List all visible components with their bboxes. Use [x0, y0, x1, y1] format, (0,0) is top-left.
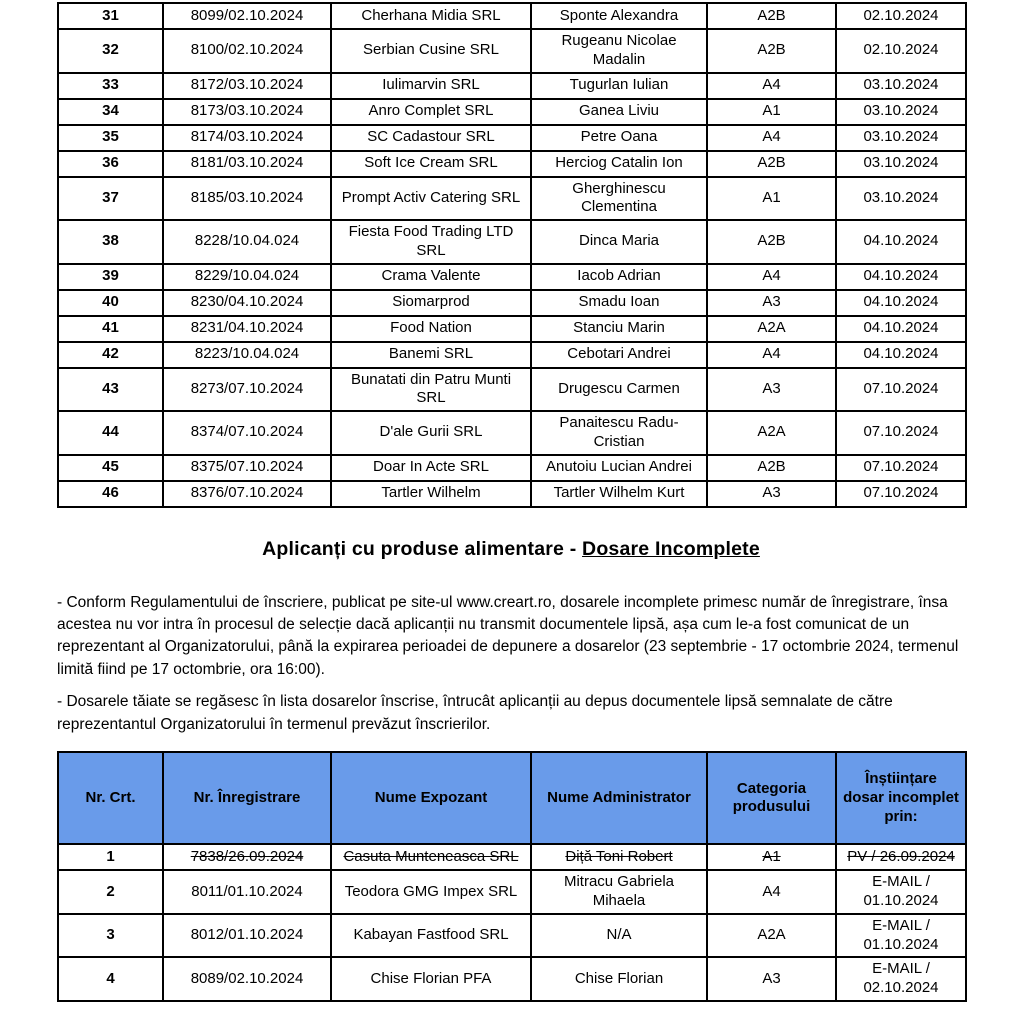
note-paragraph-1: - Conform Regulamentului de înscriere, publicat pe site-ul www.creart.ro, dosarele incomplete primesc număr de înregistrare, însa acestea nu vor intra în procesul de selecție dacă aplicanții nu transmit documentele lipsă, așa cum le-a fost comunicat de un reprezentant al Organizatorului, până la expirarea perioadei de depunere a dosarelor (23 septembrie - 17 octombrie 2024, termenul limită fiind pe 17 octombrie, ora 16:00). [57, 593, 959, 678]
table-cell-nr: 36 [58, 151, 163, 177]
table-row [58, 73, 966, 99]
table-cell-notice: E-MAIL / 01.10.2024 [836, 870, 966, 914]
table-cell-reg: 8174/03.10.2024 [163, 125, 331, 151]
table-cell-reg: 8185/03.10.2024 [163, 177, 331, 221]
section-heading-prefix: Aplicanți cu produse alimentare - [262, 537, 583, 560]
table-cell-admin: Cebotari Andrei [531, 342, 707, 368]
table-cell-reg: 8231/04.10.2024 [163, 316, 331, 342]
table-cell-expozant: Iulimarvin SRL [331, 73, 531, 99]
table-cell-cat: A2B [707, 455, 836, 481]
table-cell-expozant: Soft Ice Cream SRL [331, 151, 531, 177]
table-cell-reg: 8228/10.04.024 [163, 220, 331, 264]
table-cell-cat: A4 [707, 870, 836, 914]
table-cell-nr: 46 [58, 481, 163, 507]
table-cell-data: 03.10.2024 [836, 125, 966, 151]
table-cell-reg: 8099/02.10.2024 [163, 3, 331, 29]
table-cell-admin: Iacob Adrian [531, 264, 707, 290]
table-cell-cat: A4 [707, 125, 836, 151]
table-row [58, 914, 966, 958]
table-cell-admin: Tartler Wilhelm Kurt [531, 481, 707, 507]
notes [57, 592, 965, 737]
table-cell-nr: 2 [58, 870, 163, 914]
table-cell-notice: PV / 26.09.2024 [836, 844, 966, 870]
table-cell-reg: 8230/04.10.2024 [163, 290, 331, 316]
table-cell-admin: Petre Oana [531, 125, 707, 151]
table-cell-expozant: Serbian Cusine SRL [331, 29, 531, 73]
table-cell-expozant: Teodora GMG Impex SRL [331, 870, 531, 914]
table-cell-reg: 7838/26.09.2024 [163, 844, 331, 870]
table-cell-reg: 8012/01.10.2024 [163, 914, 331, 958]
table-cell-admin: Mitracu Gabriela Mihaela [531, 870, 707, 914]
table-cell-reg: 8181/03.10.2024 [163, 151, 331, 177]
table-cell-nr: 39 [58, 264, 163, 290]
table-cell-data: 03.10.2024 [836, 177, 966, 221]
table-cell-data: 03.10.2024 [836, 99, 966, 125]
table-row [58, 29, 966, 73]
document-content [57, 2, 965, 1002]
table-cell-reg: 8011/01.10.2024 [163, 870, 331, 914]
incomplete-table-header [58, 752, 966, 844]
table-cell-data: 04.10.2024 [836, 220, 966, 264]
table-cell-expozant: Crama Valente [331, 264, 531, 290]
table-cell-cat: A4 [707, 73, 836, 99]
header-nr-crt: Nr. Crt. [58, 752, 163, 844]
header-row [58, 752, 966, 844]
table-cell-reg: 8172/03.10.2024 [163, 73, 331, 99]
table-cell-reg: 8173/03.10.2024 [163, 99, 331, 125]
table-cell-cat: A4 [707, 264, 836, 290]
table-cell-nr: 40 [58, 290, 163, 316]
table-cell-admin: Ganea Liviu [531, 99, 707, 125]
table-cell-reg: 8375/07.10.2024 [163, 455, 331, 481]
table-cell-cat: A2A [707, 316, 836, 342]
table-cell-expozant: Siomarprod [331, 290, 531, 316]
table-cell-nr: 31 [58, 3, 163, 29]
table-cell-data: 04.10.2024 [836, 342, 966, 368]
table-cell-data: 07.10.2024 [836, 368, 966, 412]
table-cell-data: 04.10.2024 [836, 264, 966, 290]
table-cell-reg: 8376/07.10.2024 [163, 481, 331, 507]
table-cell-cat: A1 [707, 844, 836, 870]
table-cell-nr: 1 [58, 844, 163, 870]
table-row [58, 481, 966, 507]
incomplete-table-body [58, 844, 966, 1001]
table-cell-notice: E-MAIL / 01.10.2024 [836, 914, 966, 958]
table-row [58, 844, 966, 870]
table-cell-admin: Anutoiu Lucian Andrei [531, 455, 707, 481]
table-cell-cat: A3 [707, 368, 836, 412]
registered-applicants-body [58, 3, 966, 507]
table-cell-admin: Rugeanu Nicolae Madalin [531, 29, 707, 73]
table-cell-admin: N/A [531, 914, 707, 958]
table-cell-cat: A2A [707, 411, 836, 455]
table-cell-data: 07.10.2024 [836, 411, 966, 455]
table-cell-admin: Panaitescu Radu-Cristian [531, 411, 707, 455]
table-cell-admin: Tugurlan Iulian [531, 73, 707, 99]
section-heading [57, 538, 965, 561]
table-cell-data: 04.10.2024 [836, 316, 966, 342]
table-cell-nr: 34 [58, 99, 163, 125]
table-cell-admin: Sponte Alexandra [531, 3, 707, 29]
registered-applicants-table [57, 2, 967, 508]
table-cell-expozant: D'ale Gurii SRL [331, 411, 531, 455]
table-cell-admin: Smadu Ioan [531, 290, 707, 316]
table-cell-data: 07.10.2024 [836, 455, 966, 481]
table-cell-expozant: Tartler Wilhelm [331, 481, 531, 507]
table-row [58, 368, 966, 412]
incomplete-table-wrap [57, 751, 965, 1002]
table-cell-nr: 43 [58, 368, 163, 412]
table-cell-admin: Drugescu Carmen [531, 368, 707, 412]
table-row [58, 870, 966, 914]
table-cell-expozant: Chise Florian PFA [331, 957, 531, 1001]
table-cell-expozant: Prompt Activ Catering SRL [331, 177, 531, 221]
table-cell-cat: A3 [707, 290, 836, 316]
table-cell-nr: 42 [58, 342, 163, 368]
table-cell-nr: 4 [58, 957, 163, 1001]
table-cell-cat: A2B [707, 220, 836, 264]
table-cell-admin: Herciog Catalin Ion [531, 151, 707, 177]
table-row [58, 411, 966, 455]
table-cell-data: 03.10.2024 [836, 151, 966, 177]
table-cell-cat: A2A [707, 914, 836, 958]
table-cell-notice: E-MAIL / 02.10.2024 [836, 957, 966, 1001]
incomplete-dossiers-table [57, 751, 967, 1002]
table-cell-expozant: Bunatati din Patru Munti SRL [331, 368, 531, 412]
table-cell-nr: 44 [58, 411, 163, 455]
table-cell-cat: A2B [707, 3, 836, 29]
table-row [58, 99, 966, 125]
header-categoria-produsului: Categoria produsului [707, 752, 836, 844]
table-cell-nr: 33 [58, 73, 163, 99]
table-cell-cat: A3 [707, 481, 836, 507]
table-cell-expozant: Casuta Munteneasca SRL [331, 844, 531, 870]
note-paragraph-2: - Dosarele tăiate se regăsesc în lista dosarelor înscrise, întrucât aplicanții au depus documentele lipsă semnalate de către reprezentantul Organizatorului în termenul prevăzut înscrierilor. [57, 693, 893, 733]
section-heading-underlined: Dosare Incomplete [582, 537, 760, 560]
table-cell-cat: A2B [707, 151, 836, 177]
table-cell-nr: 45 [58, 455, 163, 481]
table-cell-expozant: Banemi SRL [331, 342, 531, 368]
header-nr-inregistrare: Nr. Înregistrare [163, 752, 331, 844]
header-nume-administrator: Nume Administrator [531, 752, 707, 844]
table-cell-reg: 8089/02.10.2024 [163, 957, 331, 1001]
table-cell-expozant: Fiesta Food Trading LTD SRL [331, 220, 531, 264]
table-row [58, 316, 966, 342]
header-instiintare: Înștiințare dosar incomplet prin: [836, 752, 966, 844]
table-cell-data: 02.10.2024 [836, 3, 966, 29]
table-cell-reg: 8273/07.10.2024 [163, 368, 331, 412]
table-cell-admin: Gherghinescu Clementina [531, 177, 707, 221]
table-cell-nr: 37 [58, 177, 163, 221]
table-cell-reg: 8374/07.10.2024 [163, 411, 331, 455]
table-row [58, 220, 966, 264]
table-cell-admin: Stanciu Marin [531, 316, 707, 342]
table-cell-expozant: Food Nation [331, 316, 531, 342]
table-row [58, 125, 966, 151]
table-cell-cat: A1 [707, 99, 836, 125]
table-row [58, 264, 966, 290]
table-row [58, 177, 966, 221]
table-cell-admin: Dinca Maria [531, 220, 707, 264]
table-cell-expozant: Kabayan Fastfood SRL [331, 914, 531, 958]
table-cell-nr: 3 [58, 914, 163, 958]
header-nume-expozant: Nume Expozant [331, 752, 531, 844]
table-cell-admin: Chise Florian [531, 957, 707, 1001]
table-cell-cat: A1 [707, 177, 836, 221]
table-cell-data: 03.10.2024 [836, 73, 966, 99]
table-row [58, 290, 966, 316]
table-cell-cat: A3 [707, 957, 836, 1001]
table-cell-reg: 8100/02.10.2024 [163, 29, 331, 73]
table-cell-nr: 38 [58, 220, 163, 264]
table-cell-expozant: Anro Complet SRL [331, 99, 531, 125]
table-cell-cat: A4 [707, 342, 836, 368]
table-cell-data: 07.10.2024 [836, 481, 966, 507]
table-cell-data: 02.10.2024 [836, 29, 966, 73]
table-cell-expozant: Cherhana Midia SRL [331, 3, 531, 29]
table-row [58, 342, 966, 368]
table-row [58, 957, 966, 1001]
table-cell-nr: 35 [58, 125, 163, 151]
table-cell-nr: 32 [58, 29, 163, 73]
table-cell-reg: 8229/10.04.024 [163, 264, 331, 290]
table-row [58, 455, 966, 481]
table-cell-cat: A2B [707, 29, 836, 73]
table-cell-expozant: SC Cadastour SRL [331, 125, 531, 151]
table-cell-data: 04.10.2024 [836, 290, 966, 316]
table-row [58, 3, 966, 29]
table-cell-admin: Diță Toni Robert [531, 844, 707, 870]
table-cell-expozant: Doar In Acte SRL [331, 455, 531, 481]
table-cell-nr: 41 [58, 316, 163, 342]
table-cell-reg: 8223/10.04.024 [163, 342, 331, 368]
table-row [58, 151, 966, 177]
